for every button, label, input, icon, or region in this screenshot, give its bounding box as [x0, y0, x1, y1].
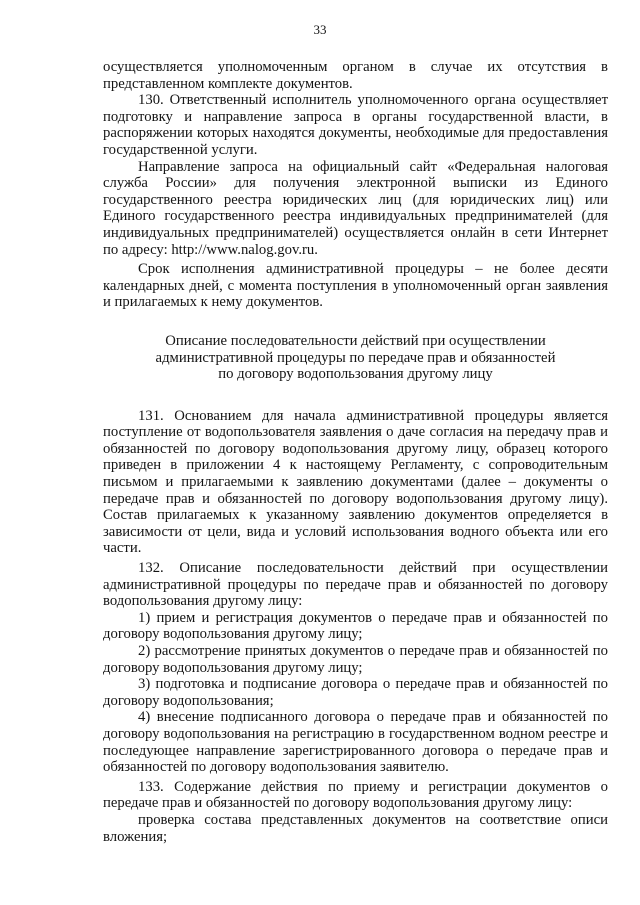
list-item-4: 4) внесение подписанного договора о передаче прав и обязанностей по договору водопользования на регистрацию в государственном водном реестре и последующее направление зарегистрированного договора о передаче прав и обязанностей по договору водопользования заявителю. [103, 709, 608, 776]
paragraph-request-fns: Направление запроса на официальный сайт «Федеральная налоговая служба России» для получения электронной выписки из Единого государственного реестра юридических лиц (для юридических лиц) или Единого государственного реестра индивидуальных предпринимателей (для индивидуальных предпринимателей) осуществляется онлайн в сети Интернет по адресу: http://www.nalog.gov.ru. [103, 158, 608, 258]
paragraph-deadline: Срок исполнения административной процедуры – не более десяти календарных дней, с момента поступления в уполномоченный орган заявления и прилагаемых к нему документов. [103, 261, 608, 311]
paragraph-130: 130. Ответственный исполнитель уполномоченного органа осуществляет подготовку и направление запроса в органы государственной власти, в распоряжении которых находятся документы, необходимые для предоставления государственной услуги. [103, 92, 608, 158]
list-item-3: 3) подготовка и подписание договора о передаче прав и обязанностей по договору водопользования; [103, 676, 608, 709]
paragraph-133: 133. Содержание действия по приему и регистрации документов о передаче прав и обязанностей по договору водопользования другому лицу: [103, 778, 608, 812]
paragraph-continuation: осуществляется уполномоченным органом в случае их отсутствия в представленном комплекте документов. [103, 59, 608, 92]
section-heading-line-1: Описание последовательности действий при осуществлении [165, 332, 546, 349]
paragraph-check-inventory: проверка состава представленных документов на соответствие описи вложения; [103, 811, 608, 845]
paragraph-132: 132. Описание последовательности действий при осуществлении административной процедуры по передаче прав и обязанностей по договору водопользования другому лицу: [103, 560, 608, 610]
section-heading-line-2: административной процедуры по передаче прав и обязанностей [155, 349, 556, 366]
paragraph-131: 131. Основанием для начала административной процедуры является поступление от водопользователя заявления о даче согласия на передачу прав и обязанностей по договору водопользования другому лицу, образец которого приведен в приложении 4 к настоящему Регламенту, с сопроводительным письмом и прилагаемыми к заявлению документами (далее – документы о передаче прав и обязанностей по договору водопользования другому лицу). Состав прилагаемых к указанному заявлению документов определяется в зависимости от цели, вида и условий использования водного объекта или его части. [103, 407, 608, 557]
list-item-1: 1) прием и регистрация документов о передаче прав и обязанностей по договору водопользования другому лицу; [103, 609, 608, 643]
section-heading [103, 333, 608, 383]
section-heading-line-3: по договору водопользования другому лицу [218, 366, 493, 383]
page-number: 33 [313, 22, 327, 37]
list-item-2: 2) рассмотрение принятых документов о передаче прав и обязанностей по договору водопользования другому лицу; [103, 643, 608, 676]
document-body [103, 59, 608, 845]
